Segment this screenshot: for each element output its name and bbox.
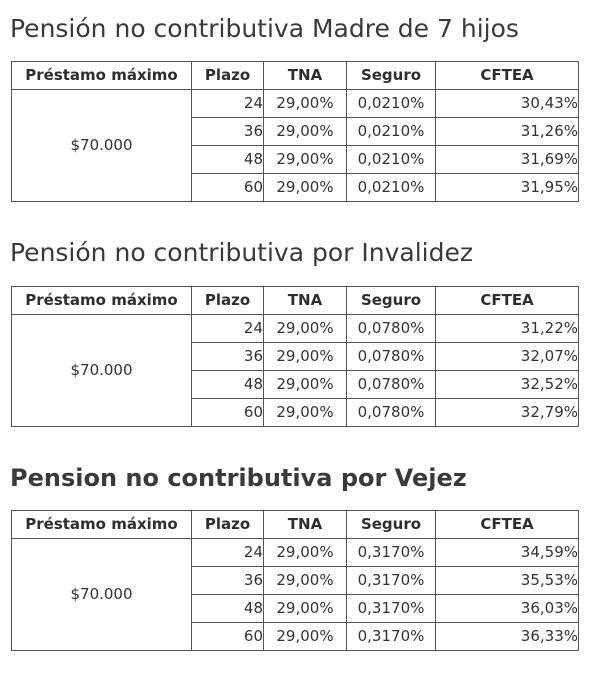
max-loan-amount: $70.000 [12,315,192,427]
header-amount: Préstamo máximo [12,287,192,315]
cftea-cell: 32,79% [436,399,579,427]
term-cell: 48 [192,595,264,623]
header-tna: TNA [264,511,347,539]
term-cell: 36 [192,118,264,146]
header-term: Plazo [192,62,264,90]
term-cell: 24 [192,90,264,118]
tna-cell: 29,00% [264,539,347,567]
table-row [12,539,579,567]
cftea-cell: 32,07% [436,343,579,371]
header-insurance: Seguro [347,287,436,315]
term-cell: 36 [192,343,264,371]
insurance-cell: 0,0210% [347,174,436,202]
header-cftea: CFTEA [436,287,579,315]
header-insurance: Seguro [347,62,436,90]
term-cell: 24 [192,315,264,343]
cftea-cell: 36,33% [436,623,579,651]
insurance-cell: 0,3170% [347,539,436,567]
cftea-cell: 35,53% [436,567,579,595]
header-cftea: CFTEA [436,511,579,539]
cftea-cell: 30,43% [436,90,579,118]
term-cell: 24 [192,539,264,567]
cftea-cell: 31,22% [436,315,579,343]
insurance-cell: 0,0780% [347,399,436,427]
cftea-cell: 36,03% [436,595,579,623]
header-amount: Préstamo máximo [12,62,192,90]
table-row [12,315,579,343]
tna-cell: 29,00% [264,371,347,399]
tna-cell: 29,00% [264,595,347,623]
header-amount: Préstamo máximo [12,511,192,539]
table-header-row [12,62,579,90]
section-title: Pension no contributiva por Vejez [10,464,467,492]
cftea-cell: 34,59% [436,539,579,567]
insurance-cell: 0,3170% [347,623,436,651]
tna-cell: 29,00% [264,623,347,651]
insurance-cell: 0,3170% [347,567,436,595]
cftea-cell: 31,26% [436,118,579,146]
term-cell: 60 [192,174,264,202]
tna-cell: 29,00% [264,174,347,202]
header-tna: TNA [264,287,347,315]
header-term: Plazo [192,287,264,315]
term-cell: 48 [192,371,264,399]
header-term: Plazo [192,511,264,539]
table-header-row [12,511,579,539]
table-row [12,90,579,118]
tna-cell: 29,00% [264,399,347,427]
tna-cell: 29,00% [264,343,347,371]
insurance-cell: 0,0210% [347,118,436,146]
tna-cell: 29,00% [264,567,347,595]
tna-cell: 29,00% [264,118,347,146]
insurance-cell: 0,0780% [347,343,436,371]
tna-cell: 29,00% [264,90,347,118]
rates-table [11,510,579,651]
term-cell: 36 [192,567,264,595]
term-cell: 48 [192,146,264,174]
max-loan-amount: $70.000 [12,90,192,202]
cftea-cell: 32,52% [436,371,579,399]
rates-table [11,61,579,202]
insurance-cell: 0,0780% [347,371,436,399]
insurance-cell: 0,0210% [347,90,436,118]
insurance-cell: 0,0780% [347,315,436,343]
section-title: Pensión no contributiva por Invalidez [10,238,473,267]
term-cell: 60 [192,399,264,427]
max-loan-amount: $70.000 [12,539,192,651]
rates-table [11,286,579,427]
cftea-cell: 31,95% [436,174,579,202]
table-header-row [12,287,579,315]
header-insurance: Seguro [347,511,436,539]
term-cell: 60 [192,623,264,651]
section-title: Pensión no contributiva Madre de 7 hijos [10,14,519,43]
tna-cell: 29,00% [264,146,347,174]
header-cftea: CFTEA [436,62,579,90]
header-tna: TNA [264,62,347,90]
tna-cell: 29,00% [264,315,347,343]
cftea-cell: 31,69% [436,146,579,174]
insurance-cell: 0,3170% [347,595,436,623]
insurance-cell: 0,0210% [347,146,436,174]
